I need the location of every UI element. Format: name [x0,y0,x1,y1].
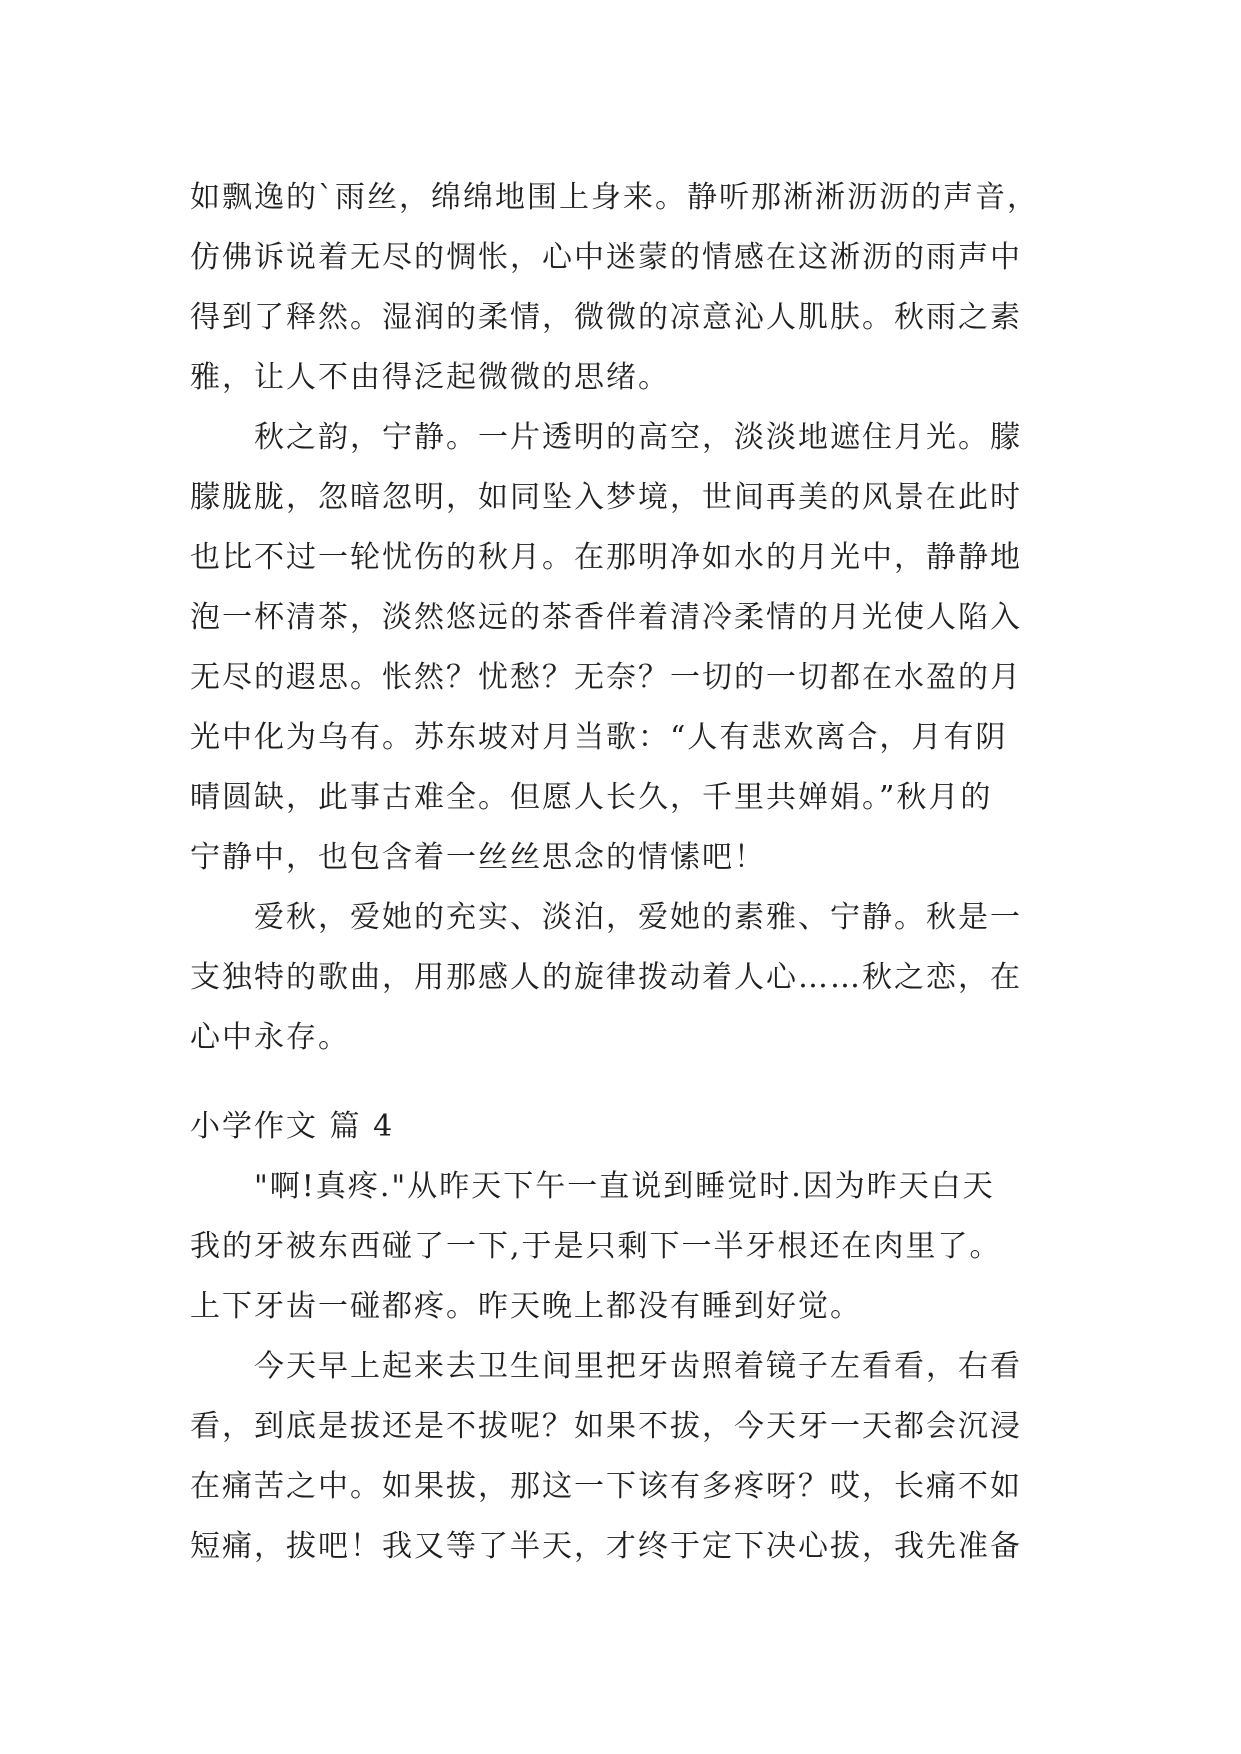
text-line: 爱秋，爱她的充实、淡泊，爱她的素雅、宁静。秋是一 [254,900,1022,935]
text-line: 在痛苦之中。如果拔，那这一下该有多疼呀？哎，长痛不如 [190,1469,1022,1504]
text-line: 晴圆缺，此事古难全。但愿人长久，千里共婵娟。”秋月的 [190,780,993,815]
text-line: 雅，让人不由得泛起微微的思绪。 [190,360,670,395]
text-line: 也比不过一轮忧伤的秋月。在那明净如水的月光中，静静地 [190,540,1022,575]
text-line: 心中永存。 [190,1020,350,1055]
text-line: 得到了释然。湿润的柔情，微微的凉意沁人肌肤。秋雨之素 [190,300,1022,335]
text-line: 上下牙齿一碰都疼。昨天晚上都没有睡到好觉。 [190,1289,862,1324]
section-heading: 小学作文 篇 4 [190,1109,395,1144]
essay-3-continuation [190,168,1070,1068]
text-line: 今天早上起来去卫生间里把牙齿照着镜子左看看，右看 [254,1349,1022,1384]
text-line: 秋之韵，宁静。一片透明的高空，淡淡地遮住月光。朦 [254,420,1022,455]
text-line: 宁静中，也包含着一丝丝思念的情愫吧！ [190,840,766,875]
text-line: 如飘逸的`雨丝，绵绵地围上身来。静听那淅淅沥沥的声音， [190,180,1039,215]
text-line: 光中化为乌有。苏东坡对月当歌：“人有悲欢离合，月有阴 [190,720,1008,755]
text-line: 短痛，拔吧！我又等了半天，才终于定下决心拔，我先准备 [190,1529,1022,1564]
essay-4-body [190,1157,1070,1577]
text-line: 无尽的遐思。怅然？忧愁？无奈？一切的一切都在水盈的月 [190,660,1022,695]
text-line: 仿佛诉说着无尽的惆怅，心中迷蒙的情感在这淅沥的雨声中 [190,240,1022,275]
text-line: 我的牙被东西碰了一下,于是只剩下一半牙根还在肉里了。 [190,1229,1002,1264]
text-line: 泡一杯清茶，淡然悠远的茶香伴着清冷柔情的月光使人陷入 [190,600,1022,635]
text-line: "啊!真疼."从昨天下午一直说到睡觉时.因为昨天白天 [254,1169,995,1204]
text-line: 朦胧胧，忽暗忽明，如同坠入梦境，世间再美的风景在此时 [190,480,1022,515]
text-line: 支独特的歌曲，用那感人的旋律拨动着人心……秋之恋，在 [190,960,1022,995]
text-line: 看，到底是拔还是不拔呢？如果不拔，今天牙一天都会沉浸 [190,1409,1022,1444]
